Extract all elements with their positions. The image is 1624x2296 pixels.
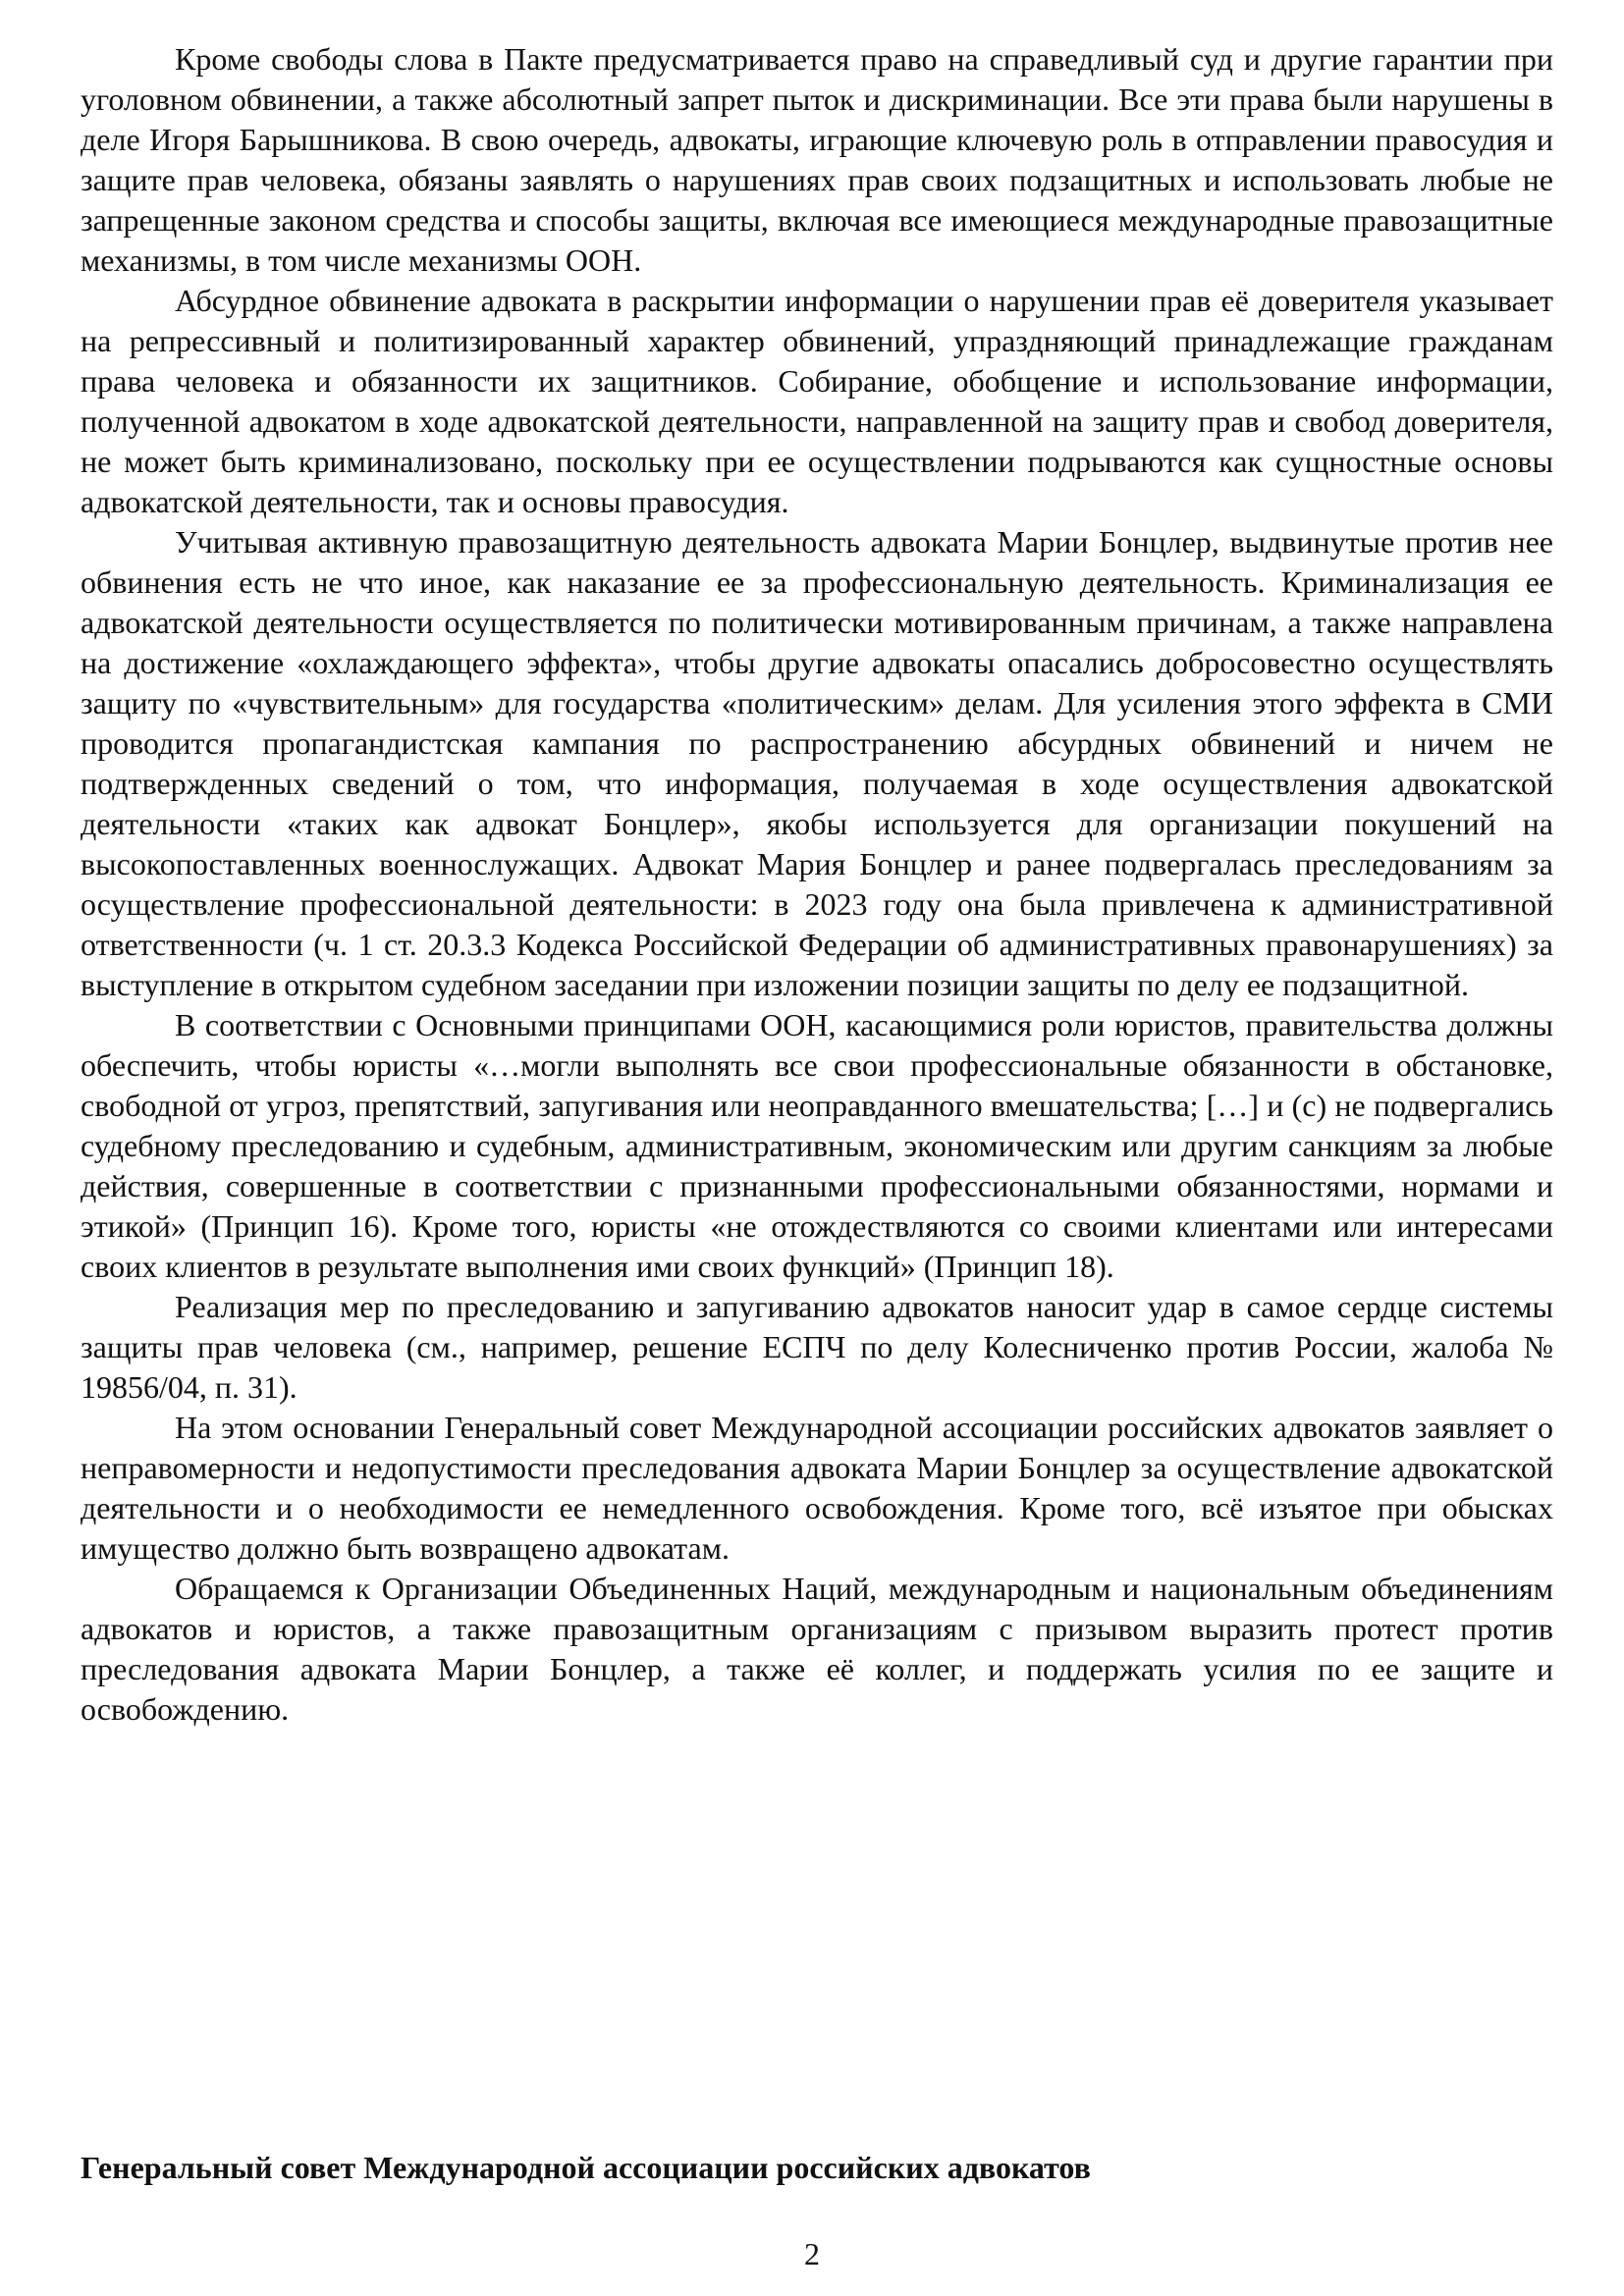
document-body (81, 39, 1553, 1730)
paragraph-4: В соответствии с Основными принципами ООН, касающимися роли юристов, правительства должны обеспечить, чтобы юристы «…могли выполнять все свои профессиональные обязанности в обстановке, свободной от угроз, препятствий, запугивания или неоправданного вмешательства; […] и (c) не подвергались судебному преследованию и судебным, административным, экономическим или другим санкциям за любые действия, совершенные в соответствии с признанными профессиональными обязанностями, нормами и этикой» (Принцип 16). Кроме того, юристы «не отождествляются со своими клиентами или интересами своих клиентов в результате выполнения ими своих функций» (Принцип 18). (81, 1007, 1553, 1284)
signature: Генеральный совет Международной ассоциации российских адвокатов (81, 2150, 1091, 2185)
page-number: 2 (804, 2236, 820, 2271)
paragraph-7: Обращаемся к Организации Объединенных Наций, международным и национальным объединениям адвокатов и юристов, а также правозащитным организациям с призывом выразить протест против преследования адвоката Марии Бонцлер, а также её коллег, и поддержать усилия по ее защите и освобождению. (81, 1571, 1553, 1727)
paragraph-2: Абсурдное обвинение адвоката в раскрытии информации о нарушении прав её доверителя указывает на репрессивный и политизированный характер обвинений, упраздняющий принадлежащие гражданам права человека и обязанности их защитников. Собирание, обобщение и использование информации, полученной адвокатом в ходе адвокатской деятельности, направленной на защиту прав и свобод доверителя, не может быть криминализовано, поскольку при ее осуществлении подрываются как сущностные основы адвокатской деятельности, так и основы правосудия. (81, 283, 1553, 519)
paragraph-1: Кроме свободы слова в Пакте предусматривается право на справедливый суд и другие гарантии при уголовном обвинении, а также абсолютный запрет пыток и дискриминации. Все эти права были нарушены в деле Игоря Барышникова. В свою очередь, адвокаты, играющие ключевую роль в отправлении правосудия и защите прав человека, обязаны заявлять о нарушениях прав своих подзащитных и использовать любые не запрещенные законом средства и способы защиты, включая все имеющиеся международные правозащитные механизмы, в том числе механизмы ООН. (81, 41, 1553, 278)
paragraph-5: Реализация мер по преследованию и запугиванию адвокатов наносит удар в самое сердце системы защиты прав человека (см., например, решение ЕСПЧ по делу Колесниченко против России, жалоба № 19856/04, п. 31). (81, 1289, 1553, 1405)
paragraph-3: Учитывая активную правозащитную деятельность адвоката Марии Бонцлер, выдвинутые против нее обвинения есть не что иное, как наказание ее за профессиональную деятельность. Криминализация ее адвокатской деятельности осуществляется по политически мотивированным причинам, а также направлена на достижение «охлаждающего эффекта», чтобы другие адвокаты опасались добросовестно осуществлять защиту по «чувствительным» для государства «политическим» делам. Для усиления этого эффекта в СМИ проводится пропагандистская кампания по распространению абсурдных обвинений и ничем не подтвержденных сведений о том, что информация, получаемая в ходе осуществления адвокатской деятельности «таких как адвокат Бонцлер», якобы используется для организации покушений на высокопоставленных военнослужащих. Адвокат Мария Бонцлер и ранее подвергалась преследованиям за осуществление профессиональной деятельности: в 2023 году она была привлечена к административной ответственности (ч. 1 ст. 20.3.3 Кодекса Российской Федерации об административных правонарушениях) за выступление в открытом судебном заседании при изложении позиции защиты по делу ее подзащитной. (81, 524, 1553, 1002)
paragraph-6: На этом основании Генеральный совет Международной ассоциации российских адвокатов заявляет о неправомерности и недопустимости преследования адвоката Марии Бонцлер за осуществление адвокатской деятельности и о необходимости ее немедленного освобождения. Кроме того, всё изъятое при обысках имущество должно быть возвращено адвокатам. (81, 1410, 1553, 1566)
